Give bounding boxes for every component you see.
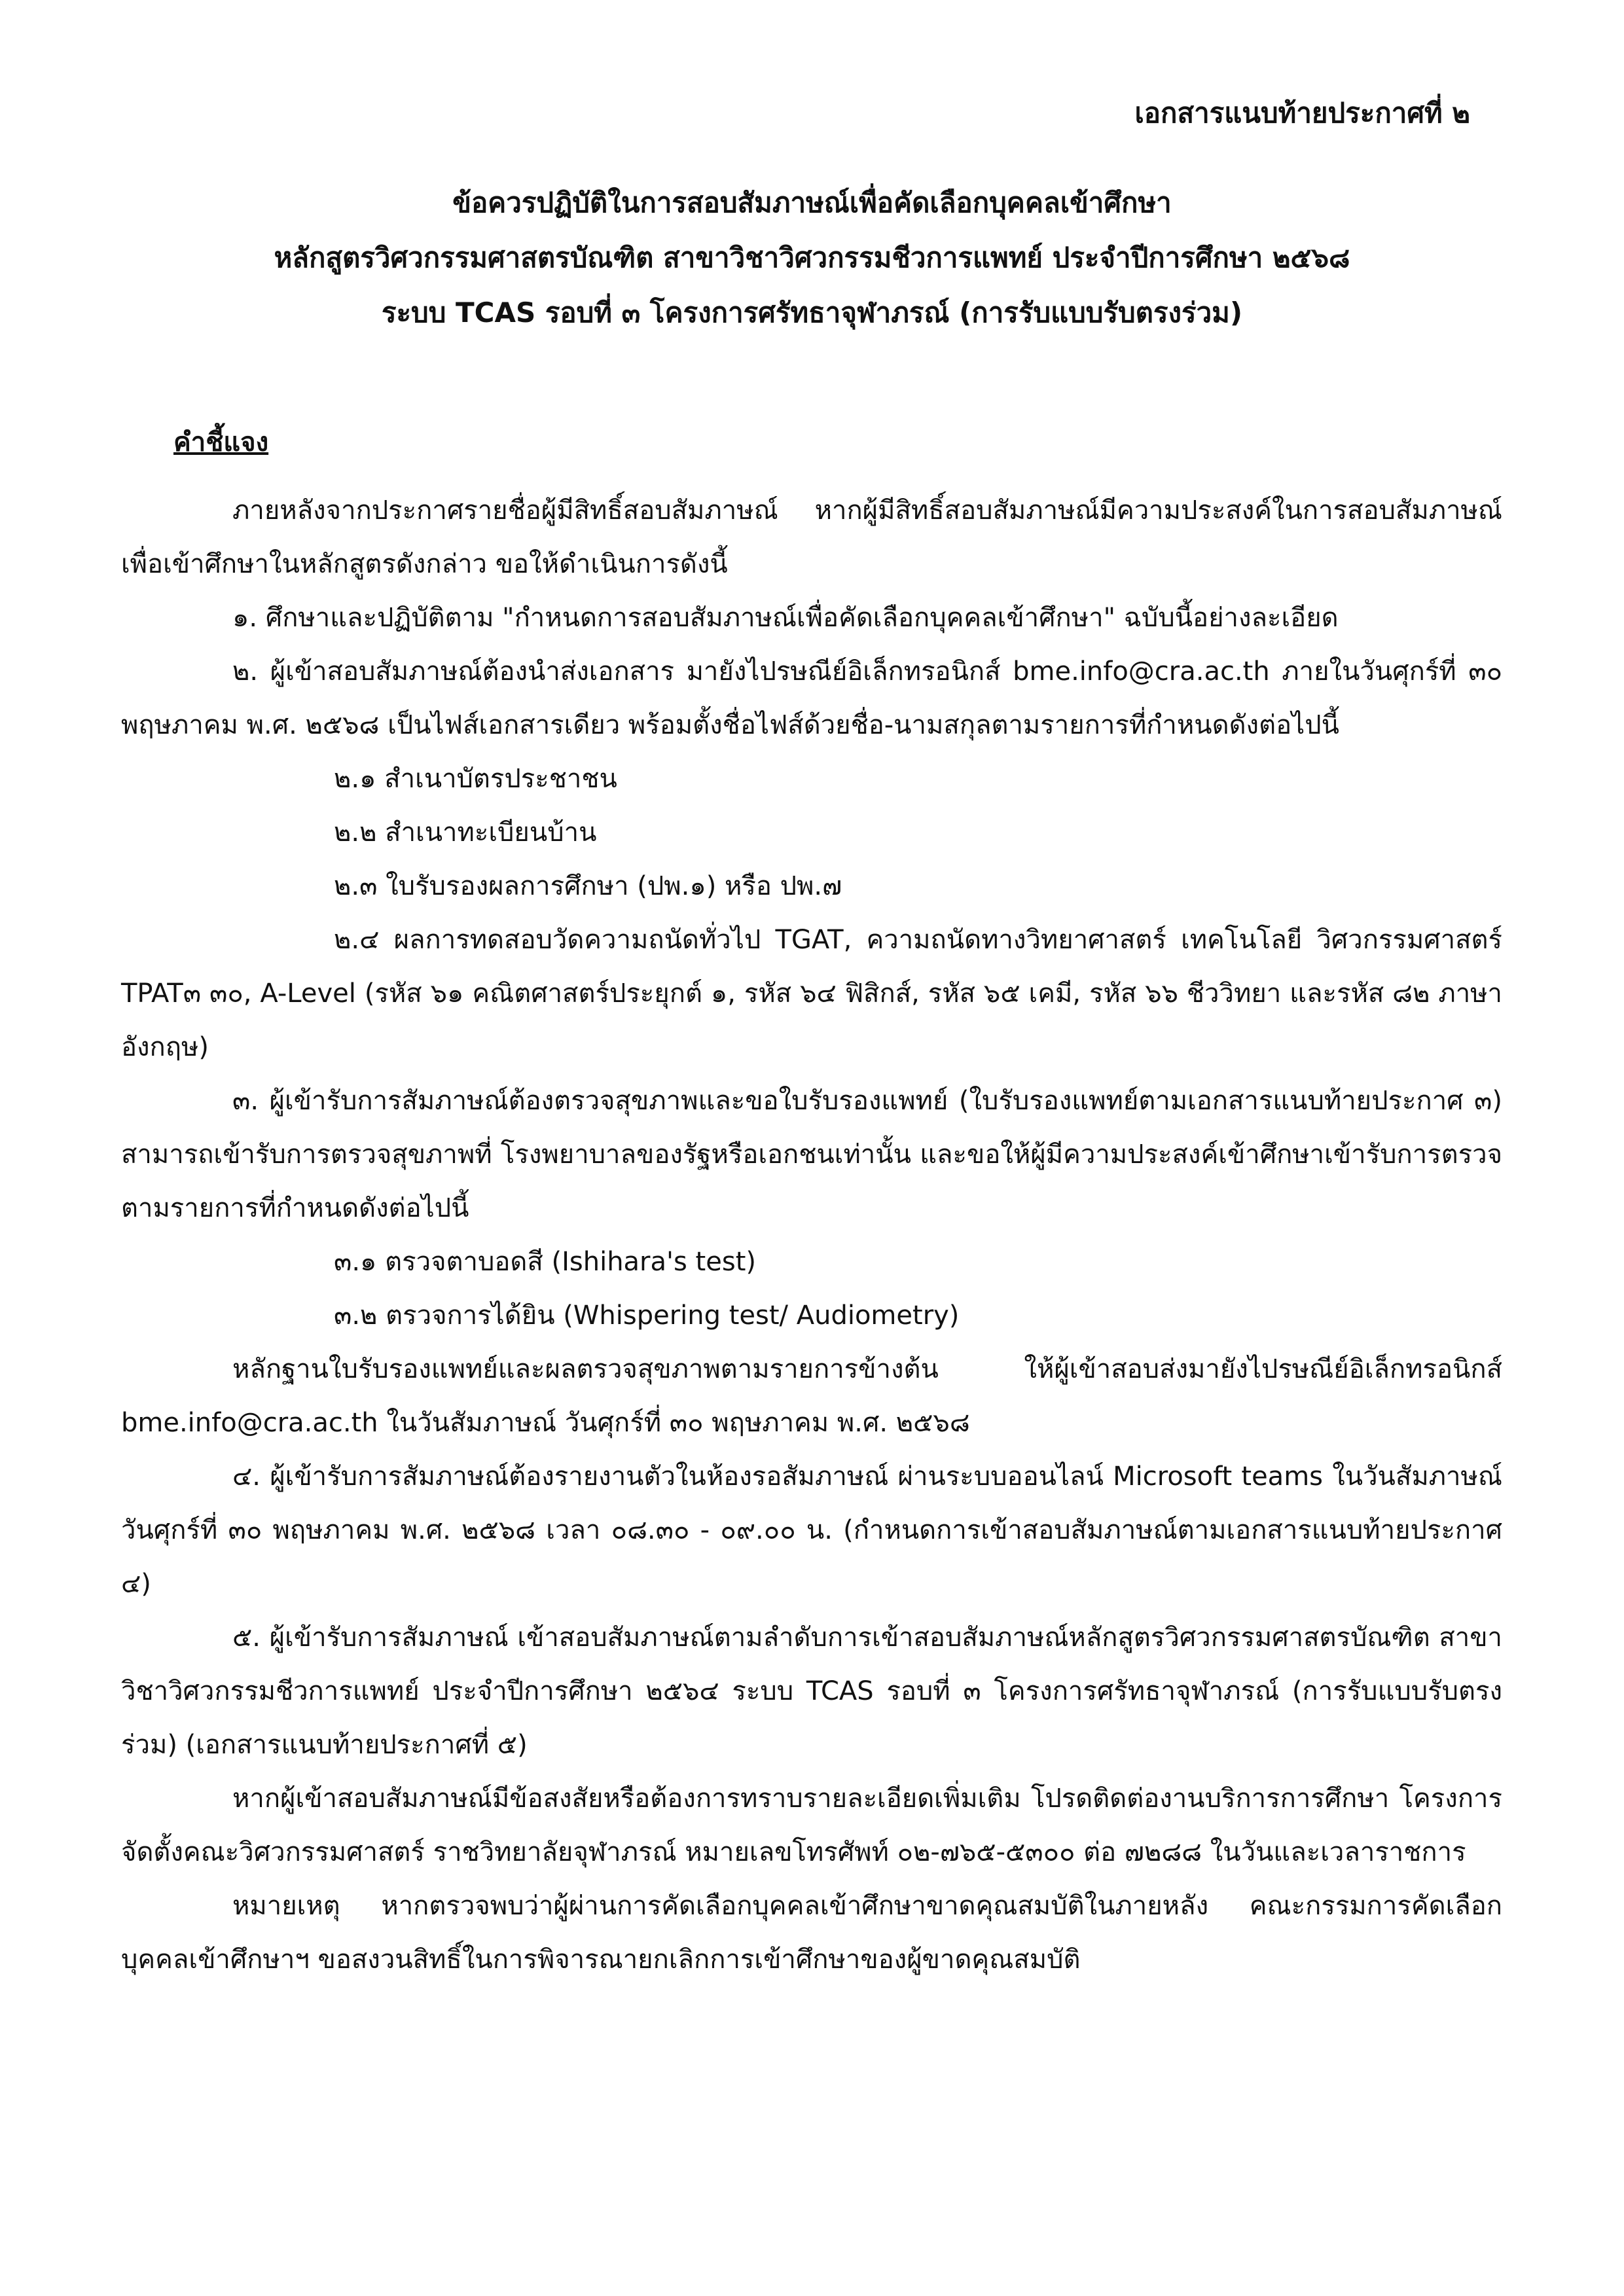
item-5: ๕. ผู้เข้ารับการสัมภาษณ์ เข้าสอบสัมภาษณ์ตามลำดับการเข้าสอบสัมภาษณ์หลักสูตรวิศวกรรมศาสตรบัณฑิต สาขาวิชาวิศวกรรมชีวการแพทย์ ประจำปีการศึกษา ๒๕๖๔ ระบบ TCAS รอบที่ ๓ โครงการศรัทธาจุฬาภรณ์ (การรับแบบรับตรงร่วม) (เอกสารแนบท้ายประกาศที่ ๕): [121, 1623, 1502, 1760]
item-2-1: ๒.๑ สำเนาบัตรประชาชน: [334, 764, 617, 794]
item-4: ๔. ผู้เข้ารับการสัมภาษณ์ต้องรายงานตัวในห้องรอสัมภาษณ์ ผ่านระบบออนไลน์ Microsoft teams ในวันสัมภาษณ์ วันศุกร์ที่ ๓๐ พฤษภาคม พ.ศ. ๒๕๖๘ เวลา ๐๘.๓๐ - ๐๙.๐๐ น. (กำหนดการเข้าสอบสัมภาษณ์ตามเอกสารแนบท้ายประกาศ ๔): [121, 1462, 1502, 1599]
section-heading: คำชี้แจง: [173, 427, 269, 457]
item-3: ๓. ผู้เข้ารับการสัมภาษณ์ต้องตรวจสุขภาพและขอใบรับรองแพทย์ (ใบรับรองแพทย์ตามเอกสารแนบท้ายประกาศ ๓) สามารถเข้ารับการตรวจสุขภาพที่ โรงพยาบาลของรัฐหรือเอกชนเท่านั้น และขอให้ผู้มีความประสงค์เข้าศึกษาเข้ารับการตรวจตามรายการที่กำหนดดังต่อไปนี้: [121, 1086, 1502, 1223]
item-3-2: ๓.๒ ตรวจการได้ยิน (Whispering test/ Audiometry): [334, 1300, 960, 1331]
item-3-1: ๓.๑ ตรวจตาบอดสี (Ishihara's test): [334, 1247, 756, 1277]
evidence-paragraph: หลักฐานใบรับรองแพทย์และผลตรวจสุขภาพตามรายการข้างต้น ให้ผู้เข้าสอบส่งมายังไปรษณีย์อิเล็กทรอนิกส์ bme.info@cra.ac.th ในวันสัมภาษณ์ วันศุกร์ที่ ๓๐ พฤษภาคม พ.ศ. ๒๕๖๘: [121, 1354, 1502, 1438]
item-2-3: ๒.๓ ใบรับรองผลการศึกษา (ปพ.๑) หรือ ปพ.๗: [334, 871, 842, 901]
document-title: [0, 175, 1624, 340]
intro-paragraph: ภายหลังจากประกาศรายชื่อผู้มีสิทธิ์สอบสัมภาษณ์ หากผู้มีสิทธิ์สอบสัมภาษณ์มีความประสงค์ในการสอบสัมภาษณ์เพื่อเข้าศึกษาในหลักสูตรดังกล่าว ขอให้ดำเนินการดังนี้: [121, 495, 1502, 579]
contact-paragraph: หากผู้เข้าสอบสัมภาษณ์มีข้อสงสัยหรือต้องการทราบรายละเอียดเพิ่มเติม โปรดติดต่องานบริการการศึกษา โครงการจัดตั้งคณะวิศวกรรมศาสตร์ ราชวิทยาลัยจุฬาภรณ์ หมายเลขโทรศัพท์ ๐๒-๗๖๕-๕๓๐๐ ต่อ ๗๒๘๘ ในวันและเวลาราชการ: [121, 1784, 1502, 1867]
item-2-4: ๒.๔ ผลการทดสอบวัดความถนัดทั่วไป TGAT, ความถนัดทางวิทยาศาสตร์ เทคโนโลยี วิศวกรรมศาสตร์ TPAT๓ ๓๐, A-Level (รหัส ๖๑ คณิตศาสตร์ประยุกต์ ๑, รหัส ๖๔ ฟิสิกส์, รหัส ๖๕ เคมี, รหัส ๖๖ ชีววิทยา และรหัส ๘๒ ภาษาอังกฤษ): [121, 925, 1502, 1062]
item-1: ๑. ศึกษาและปฏิบัติตาม "กำหนดการสอบสัมภาษณ์เพื่อคัดเลือกบุคคลเข้าศึกษา" ฉบับนี้อย่างละเอียด: [232, 603, 1339, 633]
item-2-2: ๒.๒ สำเนาทะเบียนบ้าน: [334, 817, 597, 848]
item-2: ๒. ผู้เข้าสอบสัมภาษณ์ต้องนำส่งเอกสาร มายังไปรษณีย์อิเล็กทรอนิกส์ bme.info@cra.ac.th ภายในวันศุกร์ที่ ๓๐ พฤษภาคม พ.ศ. ๒๕๖๘ เป็นไฟส์เอกสารเดียว พร้อมตั้งชื่อไฟส์ด้วยชื่อ-นามสกุลตามรายการที่กำหนดดังต่อไปนี้: [121, 656, 1502, 740]
attachment-reference: เอกสารแนบท้ายประกาศที่ ๒: [1134, 97, 1470, 129]
title-line-3: ระบบ TCAS รอบที่ ๓ โครงการศรัทธาจุฬาภรณ์ (การรับแบบรับตรงร่วม): [381, 296, 1243, 329]
document-body: [121, 416, 1502, 1986]
title-line-1: ข้อควรปฏิบัติในการสอบสัมภาษณ์เพื่อคัดเลือกบุคคลเข้าศึกษา: [452, 187, 1172, 219]
title-line-2: หลักสูตรวิศวกรรมศาสตรบัณฑิต สาขาวิชาวิศวกรรมชีวการแพทย์ ประจำปีการศึกษา ๒๕๖๘: [274, 242, 1350, 274]
remark-paragraph: หมายเหตุ หากตรวจพบว่าผู้ผ่านการคัดเลือกบุคคลเข้าศึกษาขาดคุณสมบัติในภายหลัง คณะกรรมการคัดเลือกบุคคลเข้าศึกษาฯ ขอสงวนสิทธิ์ในการพิจารณายกเลิกการเข้าศึกษาของผู้ขาดคุณสมบัติ: [121, 1891, 1502, 1975]
